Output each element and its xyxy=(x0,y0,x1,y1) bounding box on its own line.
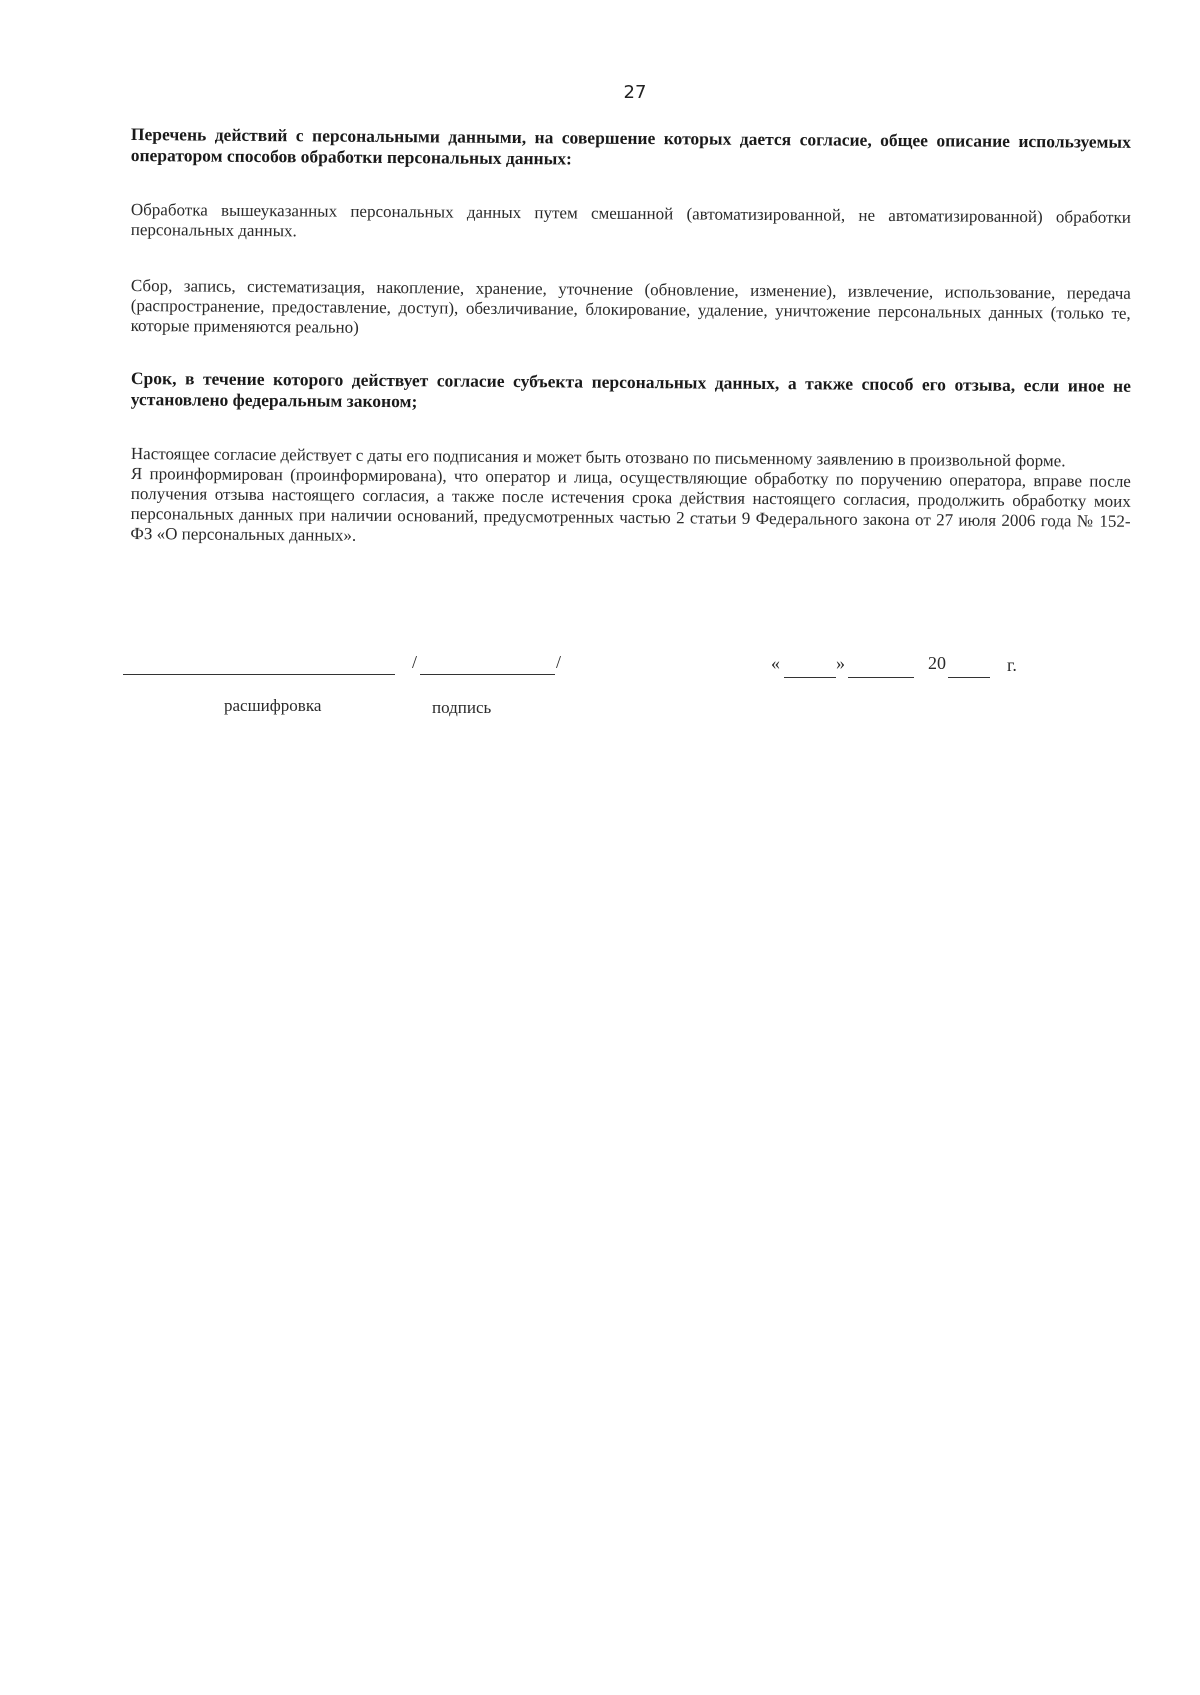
paragraph-consent-validity: Настоящее согласие действует с даты его подписания и может быть отозвано по письменному заявлению в произвольной форме. xyxy=(130,444,1066,471)
caption-transcript: расшифровка xyxy=(224,696,322,715)
date-quote-open: « xyxy=(771,653,780,673)
date-quote-close: » xyxy=(836,653,845,673)
heading-consent-term: Срок, в течение которого действует согласие субъекта персональных данных, а также способ его отзыва, если иное не установлено федеральным законом; xyxy=(130,368,1131,412)
date-year-prefix: 20 xyxy=(928,653,946,673)
signature-block xyxy=(120,650,1120,730)
paragraph-informed-statement: Я проинформирован (проинформирована), что оператор и лица, осуществляющие обработку по поручению оператора, вправе после получения отзыва настоящего согласия, а также после истечения срока действия настоящего согласия, продолжить обработку моих персональных данных при наличии оснований, предусмотренных частью 2 статьи 9 Федерального закона от 27 июля 2006 года № 152-ФЗ «О персональных данных». xyxy=(130,464,1131,545)
date-day-field[interactable] xyxy=(784,677,836,678)
signature-field[interactable] xyxy=(420,674,555,675)
date-year-suffix: г. xyxy=(1007,655,1017,675)
transcript-field[interactable] xyxy=(123,674,395,675)
caption-signature: подпись xyxy=(432,698,492,717)
signature-slash-close: / xyxy=(556,652,562,672)
date-year-field[interactable] xyxy=(948,677,990,678)
signature-slash-open: / xyxy=(412,652,418,672)
heading-processing-actions: Перечень действий с персональными данными, на совершение которых дается согласие, общее описание используемых оператором способов обработки персональных данных: xyxy=(130,124,1131,169)
paragraph-actions-list: Сбор, запись, систематизация, накопление, хранение, уточнение (обновление, изменение), извлечение, использование, передача (распространение, предоставление, доступ), обезличивание, блокирование, удаление, уничтожение персональных данных (только те, которые применяются реально) xyxy=(130,276,1131,337)
date-month-field[interactable] xyxy=(848,677,914,678)
page-number: 27 xyxy=(623,82,647,103)
paragraph-processing-method: Обработка вышеуказанных персональных данных путем смешанной (автоматизированной, не автоматизированной) обработки персональных данных. xyxy=(130,200,1131,241)
document-body xyxy=(131,124,1131,544)
